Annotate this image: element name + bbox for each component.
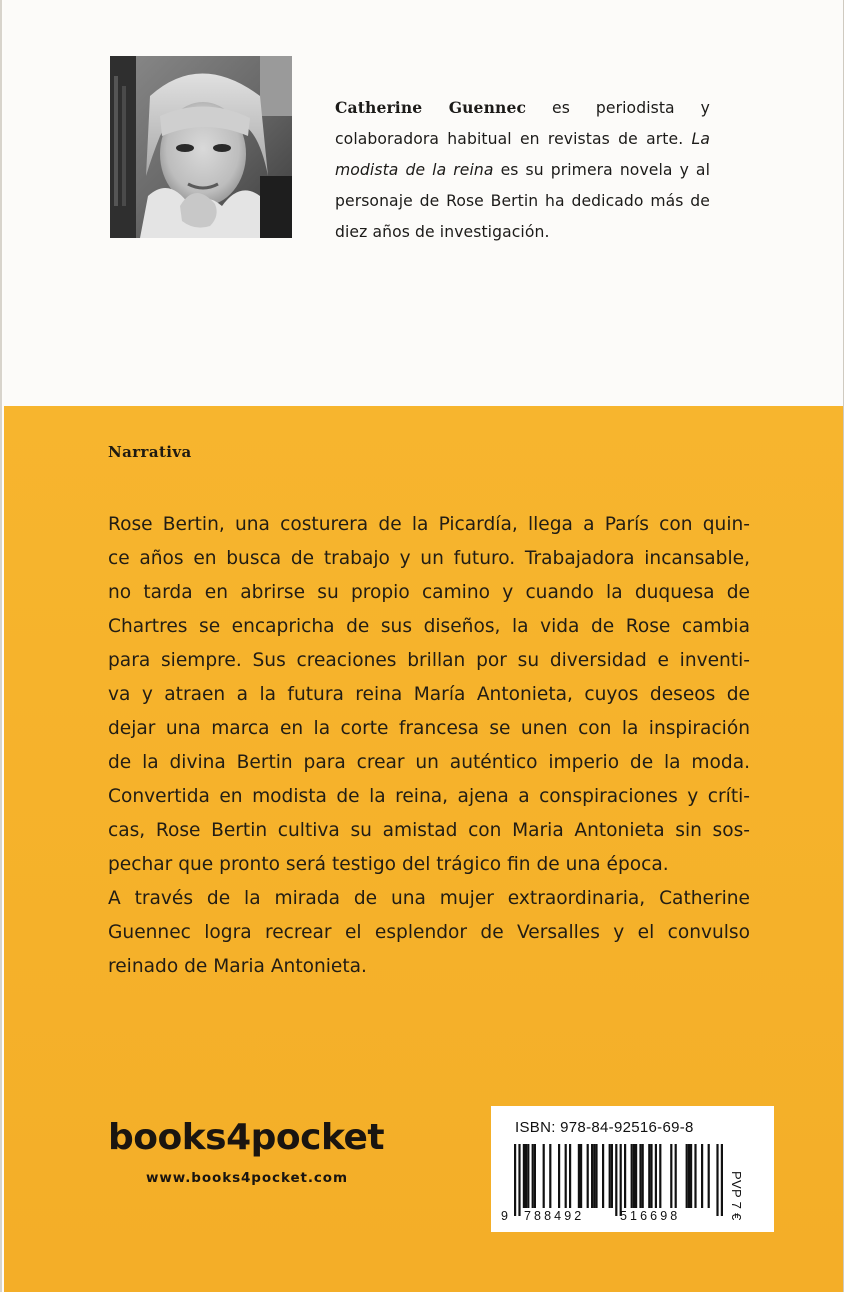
- synopsis-text: [108, 508, 750, 984]
- barcode-bar: [686, 1144, 688, 1208]
- price-label: PVP 7 €: [729, 1171, 744, 1221]
- synopsis-line: para siempre. Sus creaciones brillan por su diversidad e inventi-: [108, 650, 750, 671]
- barcode-bar: [587, 1144, 589, 1208]
- synopsis-line: dejar una marca en la corte francesa se unen con la inspiración: [108, 718, 750, 739]
- genre-label: Narrativa: [108, 443, 192, 461]
- barcode-bar: [525, 1144, 527, 1208]
- barcode-bar: [690, 1144, 692, 1208]
- barcode-right-digits: 516698: [620, 1209, 681, 1223]
- barcode-bar: [591, 1144, 593, 1208]
- synopsis-line: Rose Bertin, una costurera de la Picardía, llega a París con quin-: [108, 514, 750, 535]
- barcode-bar: [721, 1144, 723, 1216]
- barcode-bar: [593, 1144, 595, 1208]
- barcode-bar: [609, 1144, 611, 1208]
- barcode-bar: [549, 1144, 551, 1208]
- barcode-bar: [670, 1144, 672, 1208]
- isbn-label: ISBN: 978-84-92516-69-8: [515, 1119, 694, 1136]
- barcode-bar: [701, 1144, 703, 1208]
- barcode-bar: [602, 1144, 604, 1208]
- synopsis-line: Chartres se encapricha de sus diseños, la vida de Rose cambia: [108, 616, 750, 637]
- barcode-bar: [648, 1144, 650, 1208]
- author-panel: [4, 0, 843, 406]
- barcode-bar: [580, 1144, 582, 1208]
- barcode-bar: [694, 1144, 696, 1208]
- barcode-bar: [615, 1144, 617, 1216]
- barcode-bar: [569, 1144, 571, 1208]
- synopsis-line: de la divina Bertin para crear un auténtico imperio de la moda.: [108, 752, 750, 773]
- barcode-bar: [631, 1144, 633, 1208]
- barcode-bar: [543, 1144, 545, 1208]
- barcode-bar: [514, 1144, 516, 1216]
- barcode-block: [491, 1106, 774, 1232]
- barcode-bar: [639, 1144, 641, 1208]
- barcode-bar: [659, 1144, 661, 1208]
- book-title: La modista de la reina: [335, 130, 710, 179]
- author-portrait-image: [110, 56, 292, 238]
- barcode-bar: [716, 1144, 718, 1216]
- barcode-bar: [527, 1144, 529, 1208]
- synopsis-line: Convertida en modista de la reina, ajena a conspiraciones y críti-: [108, 786, 750, 807]
- barcode-bar: [578, 1144, 580, 1208]
- barcode-bar: [565, 1144, 567, 1208]
- barcode-lead-digit: 9: [501, 1209, 512, 1223]
- barcode-bar: [558, 1144, 560, 1208]
- barcode-bar: [523, 1144, 525, 1208]
- author-bio-text-1: es periodista y colaboradora habitual en revistas de arte.: [335, 99, 711, 148]
- barcode-bar: [534, 1144, 536, 1208]
- barcode-bar: [635, 1144, 637, 1208]
- synopsis-line: no tarda en abrirse su propio camino y cuando la duquesa de: [108, 582, 750, 603]
- author-photo: [110, 56, 292, 238]
- author-bio: [335, 92, 710, 248]
- barcode-bar: [620, 1144, 622, 1216]
- barcode-bar: [518, 1144, 520, 1216]
- barcode-bar: [595, 1144, 597, 1208]
- barcode-left-digits: 788492: [524, 1209, 585, 1223]
- synopsis-line: A través de la mirada de una mujer extraordinaria, Catherine: [108, 888, 750, 909]
- publisher-logo: books4pocket: [108, 1117, 385, 1158]
- synopsis-line: ce años en busca de trabajo y un futuro. Trabajadora incansable,: [108, 548, 750, 569]
- barcode-bar: [532, 1144, 534, 1208]
- publisher-url: www.books4pocket.com: [146, 1170, 348, 1186]
- barcode-bar: [642, 1144, 644, 1208]
- barcode-bar: [650, 1144, 652, 1208]
- barcode-bar: [655, 1144, 657, 1208]
- barcode-bar: [611, 1144, 613, 1208]
- synopsis-line: pechar que pronto será testigo del trágico fin de una época.: [108, 854, 669, 875]
- synopsis-line: va y atraen a la futura reina María Antonieta, cuyos deseos de: [108, 684, 750, 705]
- barcode-bar: [633, 1144, 635, 1208]
- synopsis-line: cas, Rose Bertin cultiva su amistad con Maria Antonieta sin sos-: [108, 820, 750, 841]
- barcode-bar: [708, 1144, 710, 1208]
- author-bio-text-2: es su primera novela y al personaje de Rose Bertin ha dedicado más de diez años de investigación.: [335, 161, 711, 241]
- barcode-bar: [624, 1144, 626, 1208]
- synopsis-line: reinado de Maria Antonieta.: [108, 956, 367, 977]
- synopsis-line: Guennec logra recrear el esplendor de Versalles y el convulso: [108, 922, 750, 943]
- author-name: Catherine Guennec: [335, 98, 527, 117]
- barcode-bar: [675, 1144, 677, 1208]
- barcode-bar: [688, 1144, 690, 1208]
